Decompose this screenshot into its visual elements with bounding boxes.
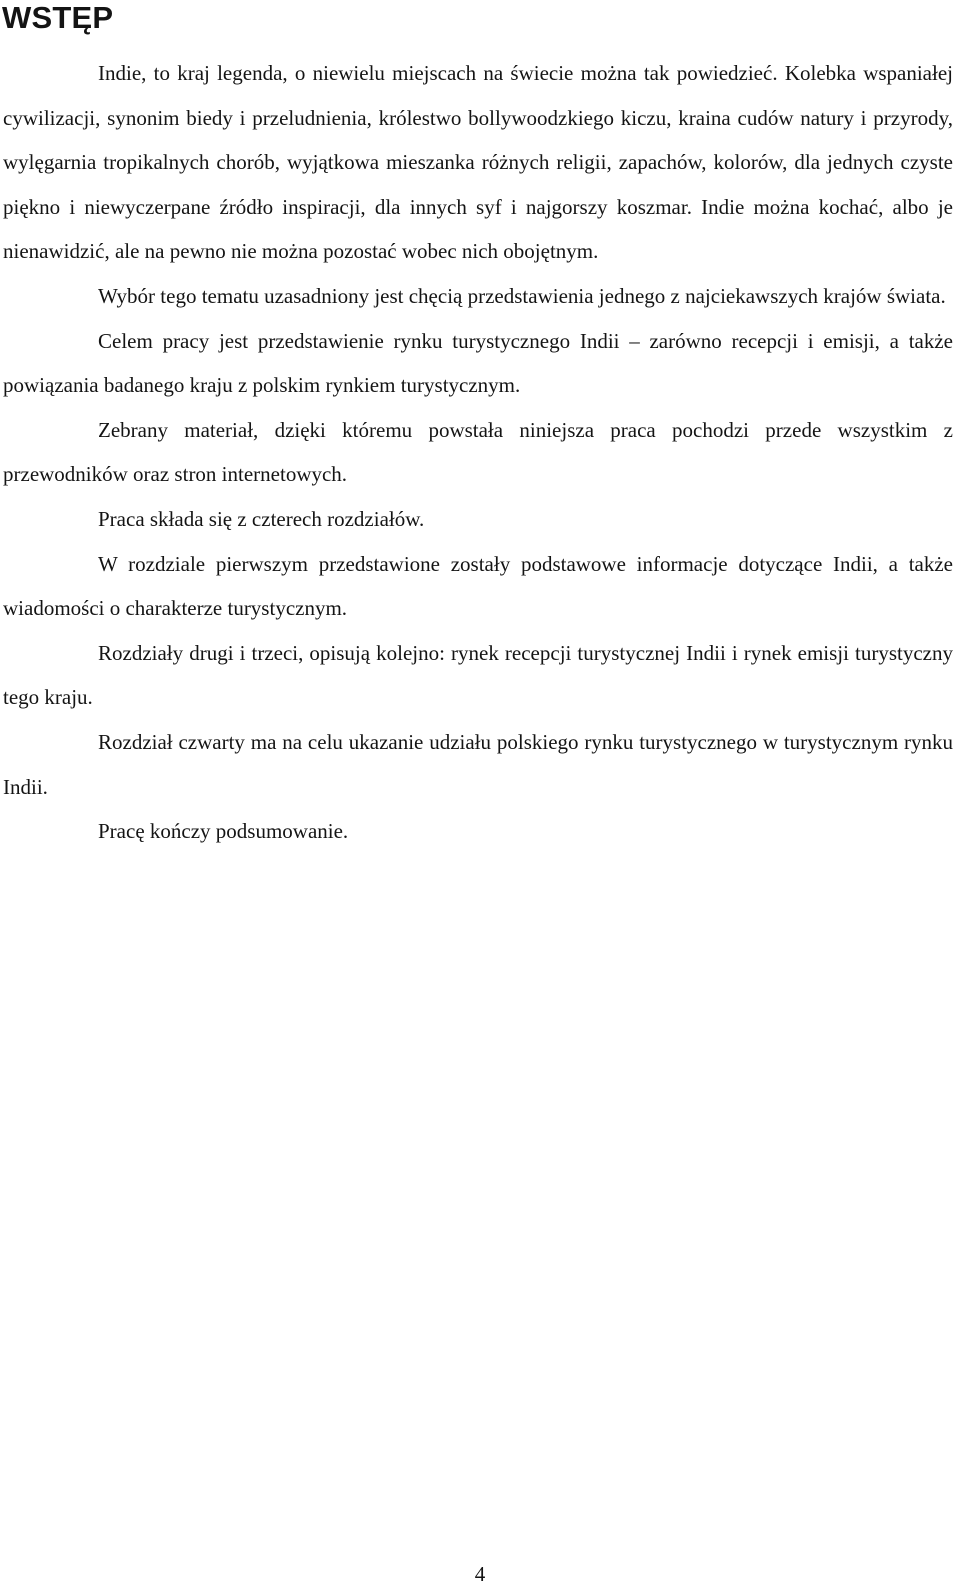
paragraph-intro: Indie, to kraj legenda, o niewielu miejscach na świecie można tak powiedzieć. Kolebka wspaniałej cywilizacji, synonim biedy i przeludnienia, królestwo bollywoodzkiego kiczu, kraina cudów natury i przyrody, wylęgarnia tropikalnych chorób, wyjątkowa mieszanka różnych religii, zapachów, kolorów, dla jednych czyste piękno i niewyczerpane źródło inspiracji, dla innych syf i najgorszy koszmar. Indie można kochać, albo je nienawidzić, ale na pewno nie można pozostać wobec nich obojętnym. — [3, 61, 953, 264]
section-heading: WSTĘP — [2, 0, 114, 35]
paragraph-aim: Celem pracy jest przedstawienie rynku turystycznego Indii – zarówno recepcji i emisji, a także powiązania badanego kraju z polskim rynkiem turystycznym. — [3, 328, 953, 398]
paragraph-chapter-four: Rozdział czwarty ma na celu ukazanie udziału polskiego rynku turystycznego w turystycznym rynku Indii. — [3, 729, 953, 799]
body-text — [3, 51, 953, 854]
page-number: 4 — [474, 1562, 486, 1586]
paragraph-chapters-two-three: Rozdziały drugi i trzeci, opisują kolejno: rynek recepcji turystycznej Indii i rynek emisji turystyczny tego kraju. — [3, 640, 953, 710]
paragraph-topic-choice: Wybór tego tematu uzasadniony jest chęcią przedstawienia jednego z najciekawszych krajów świata. — [98, 283, 946, 308]
paragraph-structure: Praca składa się z czterech rozdziałów. — [98, 506, 425, 531]
paragraph-summary: Pracę kończy podsumowanie. — [98, 819, 349, 844]
paragraph-sources: Zebrany materiał, dzięki któremu powstała niniejsza praca pochodzi przede wszystkim z przewodników oraz stron internetowych. — [3, 417, 953, 487]
paragraph-chapter-one: W rozdziale pierwszym przedstawione zostały podstawowe informacje dotyczące Indii, a także wiadomości o charakterze turystycznym. — [3, 551, 953, 621]
